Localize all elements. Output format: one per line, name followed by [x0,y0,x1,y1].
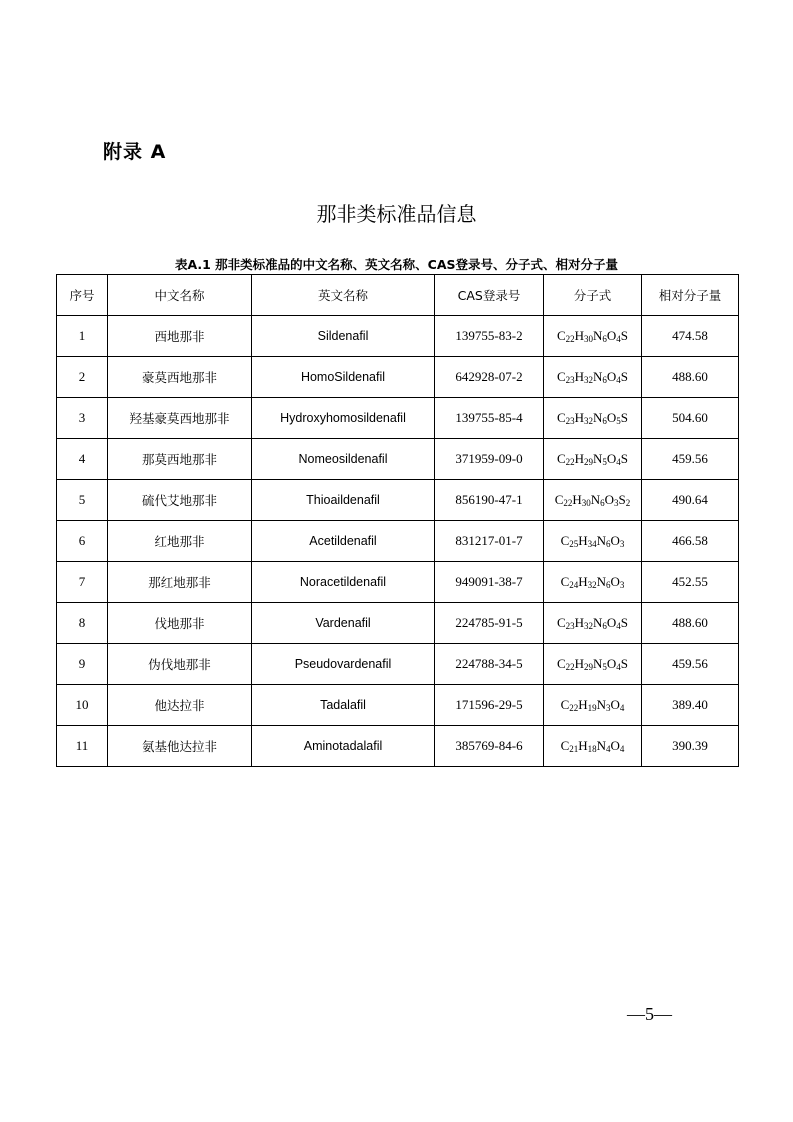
table-row [57,316,739,357]
cell-cas: 642928-07-2 [435,357,544,398]
table-row [57,357,739,398]
cell-cn-name: 氨基他达拉非 [108,726,252,767]
cell-formula: $C_{22}H_{30}N_6O_4S$ [544,316,642,357]
cell-cas: 856190-47-1 [435,480,544,521]
table-header-row [57,275,739,316]
table-body [57,316,739,767]
cell-mw: 459.56 [642,644,739,685]
cell-formula: $C_{23}H_{32}N_6O_5S$ [544,398,642,439]
cell-mw: 474.58 [642,316,739,357]
column-header-cas: CAS登录号 [435,275,544,316]
cell-en-name: Acetildenafil [252,521,435,562]
cell-formula: $C_{22}H_{29}N_5O_4S$ [544,439,642,480]
cell-no: 9 [57,644,108,685]
cell-formula: $C_{22}H_{29}N_5O_4S$ [544,644,642,685]
cell-no: 10 [57,685,108,726]
cell-cn-name: 伐地那非 [108,603,252,644]
cell-cas: 224785-91-5 [435,603,544,644]
cell-cas: 831217-01-7 [435,521,544,562]
table-row [57,521,739,562]
cell-en-name: Nomeosildenafil [252,439,435,480]
cell-en-name: Thioaildenafil [252,480,435,521]
table-row [57,480,739,521]
table-row [57,644,739,685]
cell-cas: 139755-83-2 [435,316,544,357]
cell-cn-name: 他达拉非 [108,685,252,726]
cell-cn-name: 那红地那非 [108,562,252,603]
table-row [57,603,739,644]
page-title: 那非类标准品信息 [316,202,477,226]
cell-cn-name: 豪莫西地那非 [108,357,252,398]
cell-mw: 459.56 [642,439,739,480]
cell-en-name: Tadalafil [252,685,435,726]
cell-cas: 385769-84-6 [435,726,544,767]
cell-mw: 390.39 [642,726,739,767]
cell-cas: 949091-38-7 [435,562,544,603]
table-row [57,398,739,439]
column-header-cn-name: 中文名称 [108,275,252,316]
cell-cn-name: 那莫西地那非 [108,439,252,480]
cell-cas: 171596-29-5 [435,685,544,726]
cell-cn-name: 硫代艾地那非 [108,480,252,521]
cell-no: 11 [57,726,108,767]
cell-no: 6 [57,521,108,562]
cell-formula: $C_{22}H_{30}N_6O_3S_2$ [544,480,642,521]
table-row [57,439,739,480]
table-row [57,562,739,603]
cell-cas: 371959-09-0 [435,439,544,480]
cell-formula: $C_{23}H_{32}N_6O_4S$ [544,603,642,644]
cell-no: 1 [57,316,108,357]
standards-table [56,274,739,767]
appendix-heading: 附录 A [103,141,167,163]
cell-formula: $C_{24}H_{32}N_6O_3$ [544,562,642,603]
cell-mw: 488.60 [642,357,739,398]
cell-en-name: Aminotadalafil [252,726,435,767]
table-caption: 表A.1 那非类标准品的中文名称、英文名称、CAS登录号、分子式、相对分子量 [174,257,619,272]
cell-cn-name: 羟基豪莫西地那非 [108,398,252,439]
column-header-no: 序号 [57,275,108,316]
column-header-formula: 分子式 [544,275,642,316]
cell-en-name: Sildenafil [252,316,435,357]
cell-formula: $C_{25}H_{34}N_6O_3$ [544,521,642,562]
cell-cas: 224788-34-5 [435,644,544,685]
cell-mw: 488.60 [642,603,739,644]
cell-mw: 452.55 [642,562,739,603]
cell-en-name: Noracetildenafil [252,562,435,603]
cell-formula: $C_{22}H_{19}N_3O_4$ [544,685,642,726]
cell-no: 5 [57,480,108,521]
cell-formula: $C_{23}H_{32}N_6O_4S$ [544,357,642,398]
cell-formula: $C_{21}H_{18}N_4O_4$ [544,726,642,767]
page-number: —5— [627,1004,672,1024]
cell-cn-name: 西地那非 [108,316,252,357]
cell-mw: 490.64 [642,480,739,521]
cell-en-name: Vardenafil [252,603,435,644]
cell-cn-name: 伪伐地那非 [108,644,252,685]
column-header-mw: 相对分子量 [642,275,739,316]
cell-mw: 389.40 [642,685,739,726]
cell-no: 7 [57,562,108,603]
cell-no: 3 [57,398,108,439]
cell-no: 8 [57,603,108,644]
column-header-en-name: 英文名称 [252,275,435,316]
cell-cn-name: 红地那非 [108,521,252,562]
cell-cas: 139755-85-4 [435,398,544,439]
cell-no: 2 [57,357,108,398]
cell-mw: 466.58 [642,521,739,562]
cell-en-name: Hydroxyhomosildenafil [252,398,435,439]
table-row [57,685,739,726]
cell-en-name: HomoSildenafil [252,357,435,398]
table-row [57,726,739,767]
cell-en-name: Pseudovardenafil [252,644,435,685]
cell-mw: 504.60 [642,398,739,439]
cell-no: 4 [57,439,108,480]
